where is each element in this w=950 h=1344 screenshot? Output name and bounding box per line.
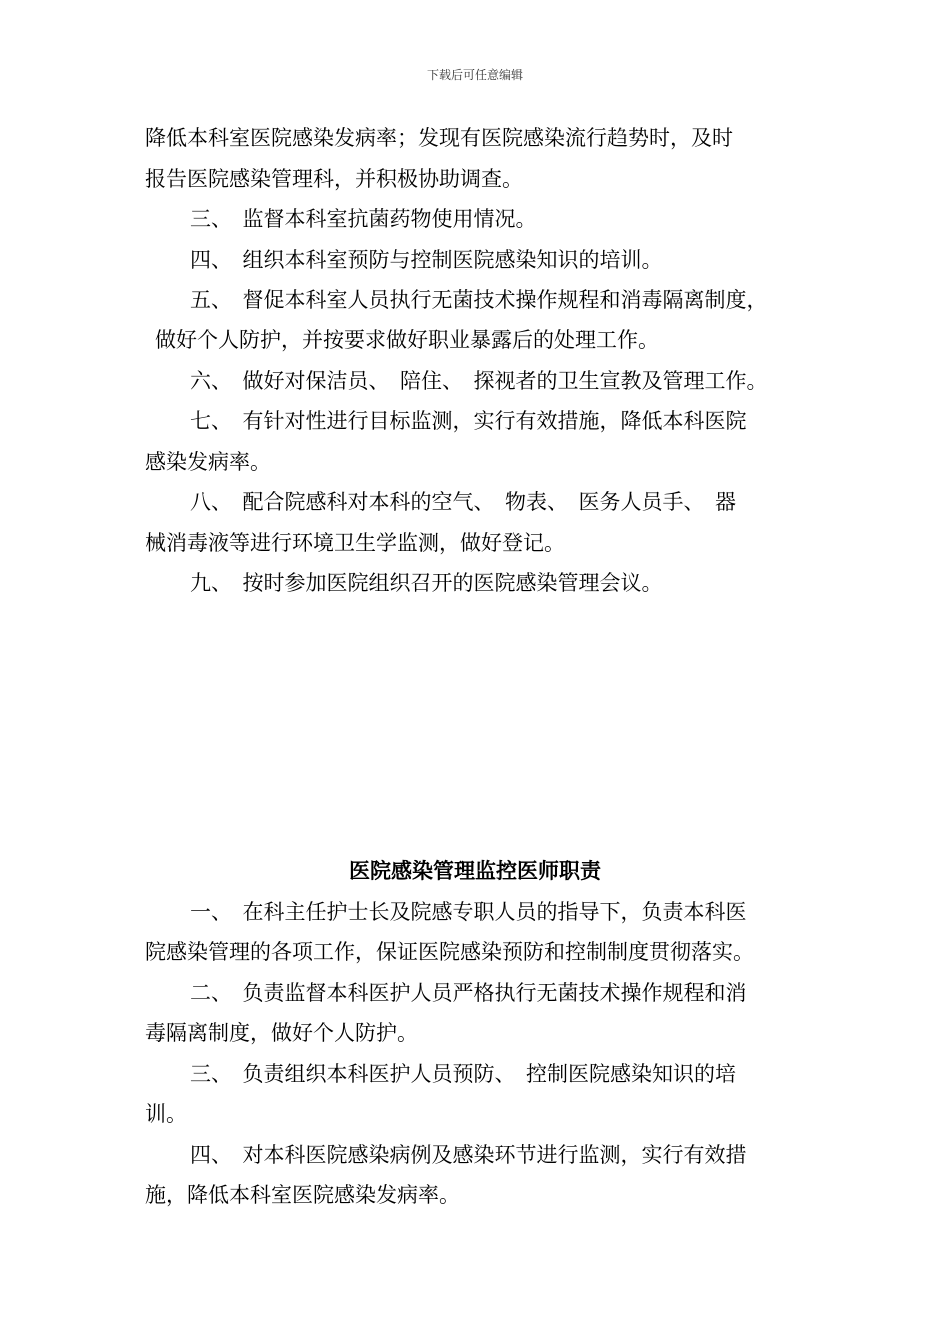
s2-item-4-cont: 施，降低本科室医院感染发病率。 xyxy=(145,1183,460,1207)
s1-item-8: 八、 配合院感科对本科的空气、 物表、 医务人员手、 器 xyxy=(190,490,736,514)
s1-item-5: 五、 督促本科室人员执行无菌技术操作规程和消毒隔离制度， xyxy=(190,288,768,312)
header-note: 下载后可任意编辑 xyxy=(426,68,523,82)
s1-item-6: 六、 做好对保洁员、 陪住、 探视者的卫生宣教及管理工作。 xyxy=(190,369,768,393)
s2-item-1: 一、 在科主任护士长及院感专职人员的指导下，负责本科医 xyxy=(190,900,747,924)
section-title: 医院感染管理监控医师职责 xyxy=(349,858,601,883)
s2-item-3: 三、 负责组织本科医护人员预防、 控制医院感染知识的培 xyxy=(190,1062,736,1086)
s2-item-1-cont: 院感染管理的各项工作，保证医院感染预防和控制制度贯彻落实。 xyxy=(145,940,754,964)
s2-item-2-cont: 毒隔离制度，做好个人防护。 xyxy=(145,1021,418,1045)
s2-item-2: 二、 负责监督本科医护人员严格执行无菌技术操作规程和消 xyxy=(190,981,747,1005)
s1-item-5-cont: 做好个人防护，并按要求做好职业暴露后的处理工作。 xyxy=(155,328,659,352)
s1-item-7: 七、 有针对性进行目标监测，实行有效措施，降低本科医院 xyxy=(190,409,747,433)
s1-item-8-cont: 械消毒液等进行环境卫生学监测，做好登记。 xyxy=(145,531,565,555)
s2-item-4: 四、 对本科医院感染病例及感染环节进行监测，实行有效措 xyxy=(190,1143,747,1167)
s1-line-1: 降低本科室医院感染发病率；发现有医院感染流行趋势时，及时 xyxy=(145,126,733,150)
s1-item-9: 九、 按时参加医院组织召开的医院感染管理会议。 xyxy=(190,571,663,595)
s1-item-3: 三、 监督本科室抗菌药物使用情况。 xyxy=(190,207,537,231)
s1-item-7-cont: 感染发病率。 xyxy=(145,450,271,474)
s1-item-4: 四、 组织本科室预防与控制医院感染知识的培训。 xyxy=(190,248,663,272)
s2-item-3-cont: 训。 xyxy=(145,1102,187,1126)
s1-line-2: 报告医院感染管理科，并积极协助调查。 xyxy=(145,167,523,191)
